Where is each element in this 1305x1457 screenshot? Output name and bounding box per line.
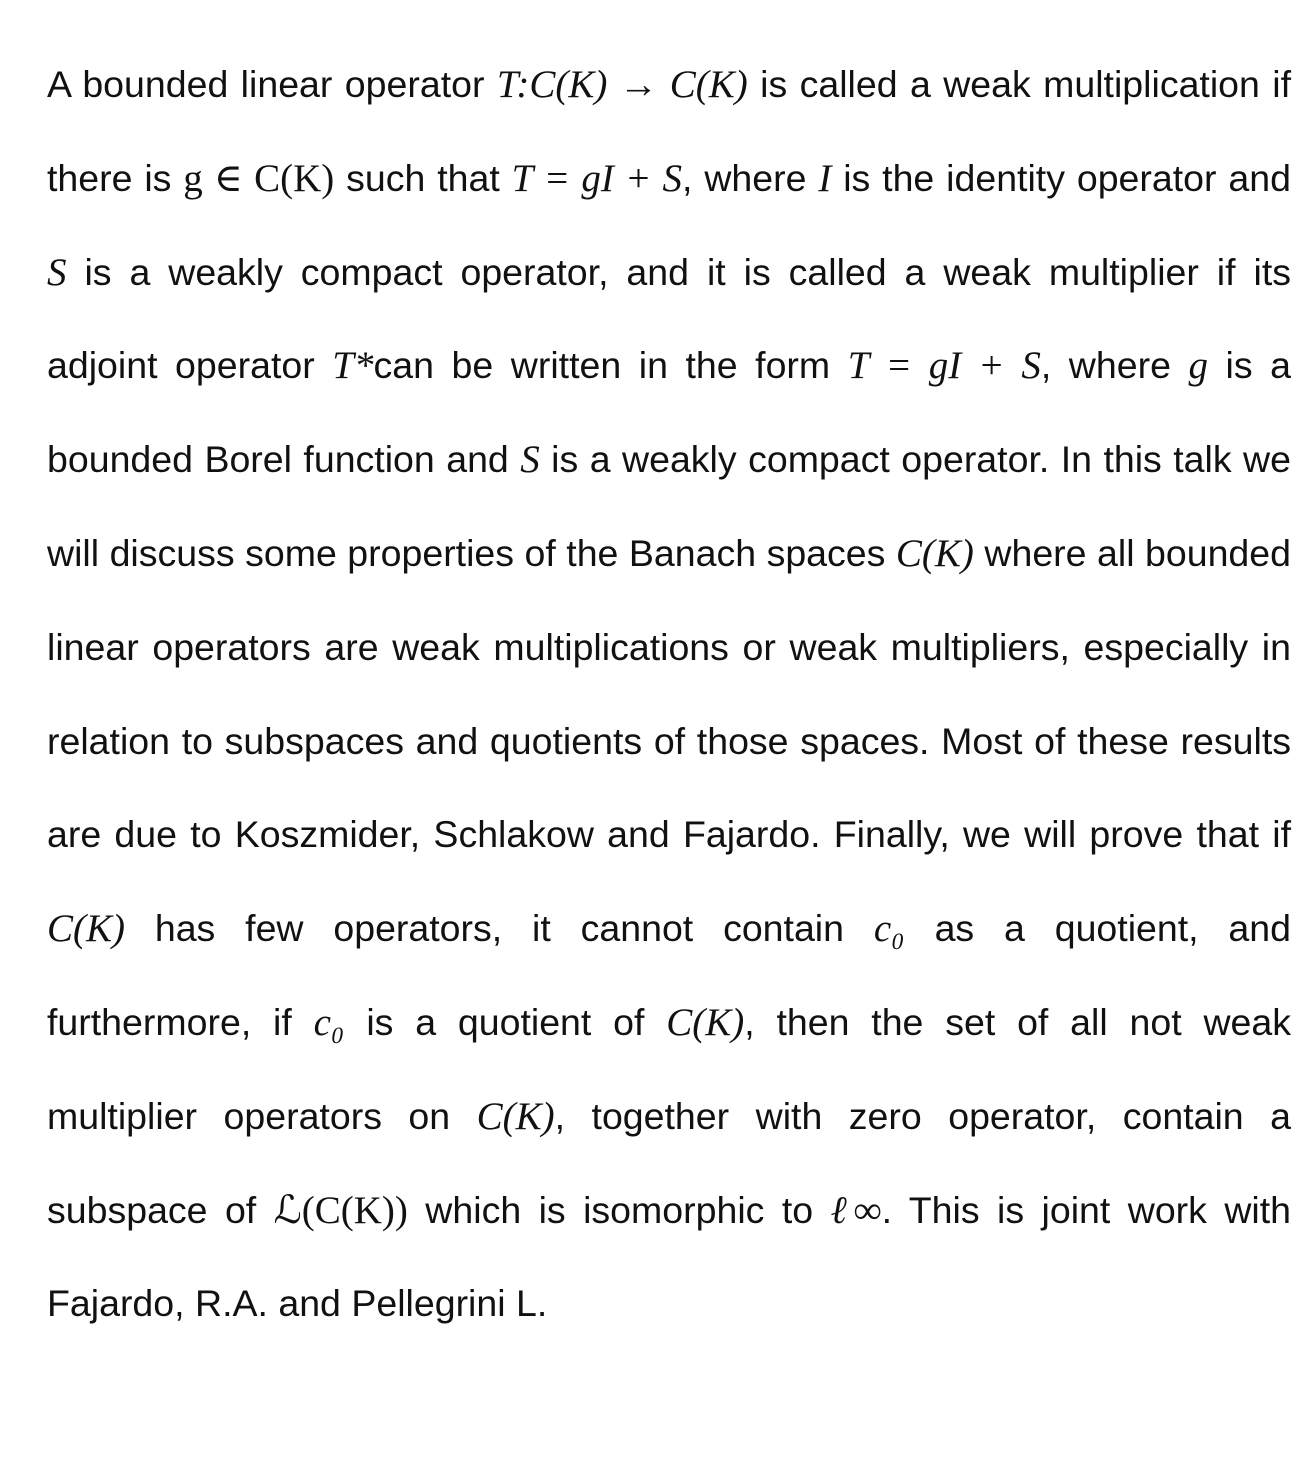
math-s: S: [47, 250, 67, 294]
abstract-paragraph: [47, 38, 1291, 1351]
math-t-equals-gi-plus-s: T = gI + S: [847, 344, 1041, 388]
math-t-adjoint: T*: [332, 344, 374, 388]
math-ck: C(K): [476, 1094, 555, 1138]
math-g-in-ck: g ∈ C(K): [183, 156, 335, 200]
math-s: S: [520, 438, 540, 482]
math-ell-infinity: ℓ∞: [830, 1188, 882, 1232]
text-segment: such that: [334, 156, 512, 199]
text-segment: , where: [1040, 344, 1189, 387]
text-segment: which is isomorphic to: [407, 1188, 831, 1231]
math-operator-map: T:C(K) → C(K): [496, 63, 748, 106]
text-segment: is called a weak multiplication if there is: [47, 63, 1292, 199]
math-c0: c₀: [873, 907, 905, 951]
text-segment: A bounded linear operator: [47, 63, 497, 105]
text-segment: where all bounded linear operators are weak multiplications or weak multipliers, especially in relation to subspaces and quotients of those spaces. Most of these results are due to Koszmider, Schlakow and Fajardo. Finally, we will prove that if: [47, 531, 1292, 856]
text-segment: can be written in the form: [373, 344, 848, 387]
text-segment: . This is joint work with Fajardo, R.A. and Pellegrini L.: [47, 1188, 1292, 1325]
math-identity-i: I: [818, 156, 832, 200]
text-segment: , then the set of all not weak multiplier operators on: [47, 1000, 1291, 1137]
text-segment: is a bounded Borel function and: [47, 344, 1292, 481]
math-ck: C(K): [895, 531, 974, 575]
math-ck: C(K): [666, 1000, 745, 1044]
text-segment: is a weakly compact operator. In this talk we will discuss some properties of the Banach spaces: [47, 438, 1291, 574]
math-g: g: [1188, 344, 1208, 388]
math-c0: c₀: [313, 1000, 345, 1044]
text-segment: , where: [682, 156, 819, 199]
text-segment: , together with zero operator, contain a subspace of: [47, 1094, 1291, 1231]
math-ck: C(K): [47, 907, 125, 951]
math-operator-space: ℒ(C(K)): [273, 1188, 408, 1232]
text-segment: is the identity operator and: [831, 156, 1291, 199]
text-segment: is a weakly compact operator, and it is called a weak multiplier if its adjoint operator: [47, 250, 1291, 387]
math-t-equals-gi-plus-s: T = gI + S: [511, 156, 683, 200]
text-segment: as a quotient, and furthermore, if: [47, 907, 1291, 1043]
text-segment: is a quotient of: [344, 1000, 667, 1043]
text-segment: has few operators, it cannot contain: [125, 907, 874, 950]
